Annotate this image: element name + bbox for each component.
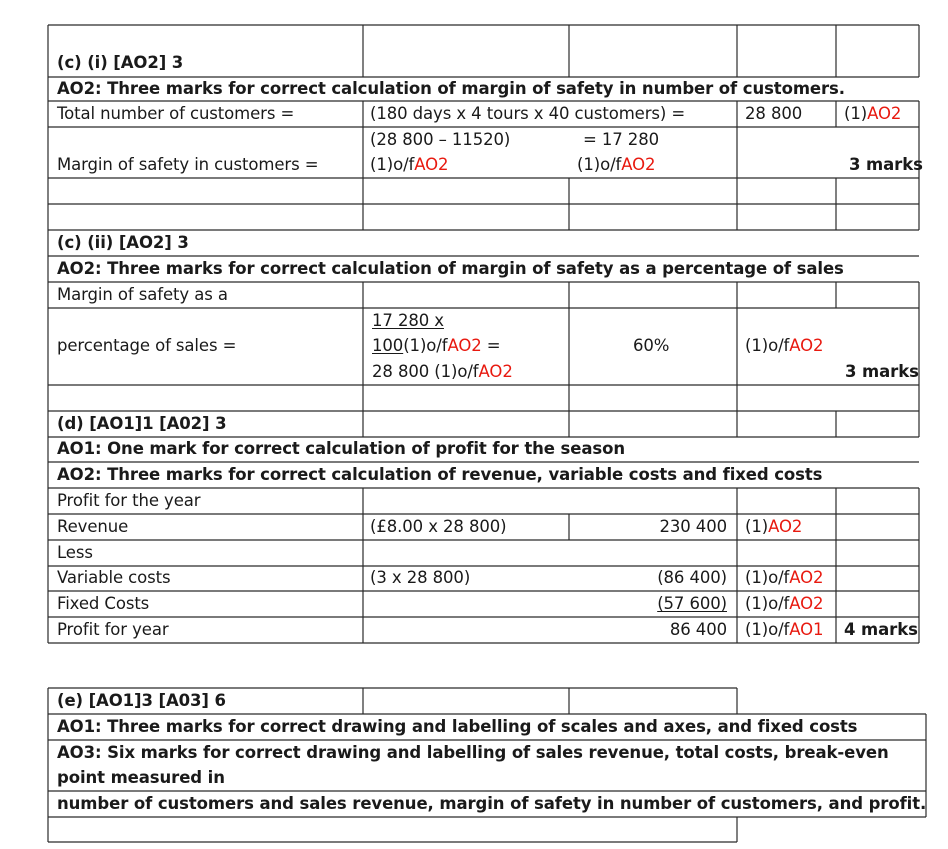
d-profit-title: Profit for the year (57, 491, 201, 510)
d-fixed-mark: (1)o/fAO2 (745, 594, 824, 613)
d-criteria-2: AO2: Three marks for correct calculation of revenue, variable costs and fixed costs (57, 465, 823, 484)
d-total-marks: 4 marks (844, 620, 918, 639)
c-ii-denominator: 28 800 (1)o/fAO2 (372, 362, 513, 381)
d-revenue-calc: (£8.00 x 28 800) (370, 517, 507, 536)
d-fixed-value: (57 600) (657, 594, 727, 613)
c-ii-result: 60% (633, 336, 670, 355)
d-variable-label: Variable costs (57, 568, 171, 587)
c-i-mark-b: (1)o/fAO2 (577, 155, 656, 174)
c-i-criteria: AO2: Three marks for correct calculation of margin of safety in number of customers. (57, 79, 845, 98)
c-i-total-formula: (180 days x 4 tours x 40 customers) = (370, 104, 686, 123)
e-criteria-2-line2: point measured in (57, 768, 225, 787)
d-heading: (d) [AO1]1 [A02] 3 (57, 414, 227, 433)
d-less-label: Less (57, 543, 93, 562)
c-i-heading: (c) (i) [AO2] 3 (57, 53, 184, 72)
c-ii-times-line: 100(1)o/fAO2 = (372, 336, 501, 355)
d-variable-mark: (1)o/fAO2 (745, 568, 824, 587)
d-criteria-1: AO1: One mark for correct calculation of profit for the season (57, 439, 625, 458)
c-ii-heading: (c) (ii) [AO2] 3 (57, 233, 189, 252)
d-profit-value: 86 400 (669, 620, 727, 639)
d-revenue-value: 230 400 (659, 517, 727, 536)
c-ii-result-mark: (1)o/fAO2 (745, 336, 824, 355)
d-variable-calc: (3 x 28 800) (370, 568, 471, 587)
d-fixed-label: Fixed Costs (57, 594, 150, 613)
e-criteria-3: number of customers and sales revenue, margin of safety in number of customers, and profit. (57, 794, 927, 813)
c-ii-label-line2: percentage of sales = (57, 336, 237, 355)
c-i-mark-a: (1)o/fAO2 (370, 155, 449, 174)
d-revenue-label: Revenue (57, 517, 129, 536)
c-ii-numerator: 17 280 x (372, 311, 444, 330)
c-i-mos-calc: (28 800 – 11520) (370, 130, 511, 149)
c-i-total-marks: 3 marks (849, 155, 923, 174)
c-i-total-mark: (1)AO2 (844, 104, 902, 123)
d-profit-mark: (1)o/fAO1 (745, 620, 824, 639)
d-variable-value: (86 400) (657, 568, 727, 587)
c-i-mos-label: Margin of safety in customers = (57, 155, 319, 174)
c-i-mos-result: = 17 280 (583, 130, 660, 149)
e-criteria-2-line1: AO3: Six marks for correct drawing and labelling of sales revenue, total costs, break-even (57, 743, 889, 762)
e-heading: (e) [AO1]3 [A03] 6 (57, 691, 226, 710)
e-criteria-1: AO1: Three marks for correct drawing and labelling of scales and axes, and fixed costs (57, 717, 858, 736)
c-ii-total-marks: 3 marks (845, 362, 919, 381)
c-i-total-value: 28 800 (745, 104, 803, 123)
c-i-total-label: Total number of customers = (57, 104, 295, 123)
d-revenue-mark: (1)AO2 (745, 517, 803, 536)
c-ii-label-line1: Margin of safety as a (57, 285, 228, 304)
c-ii-criteria: AO2: Three marks for correct calculation of margin of safety as a percentage of sales (57, 259, 844, 278)
d-profit-label: Profit for year (57, 620, 169, 639)
